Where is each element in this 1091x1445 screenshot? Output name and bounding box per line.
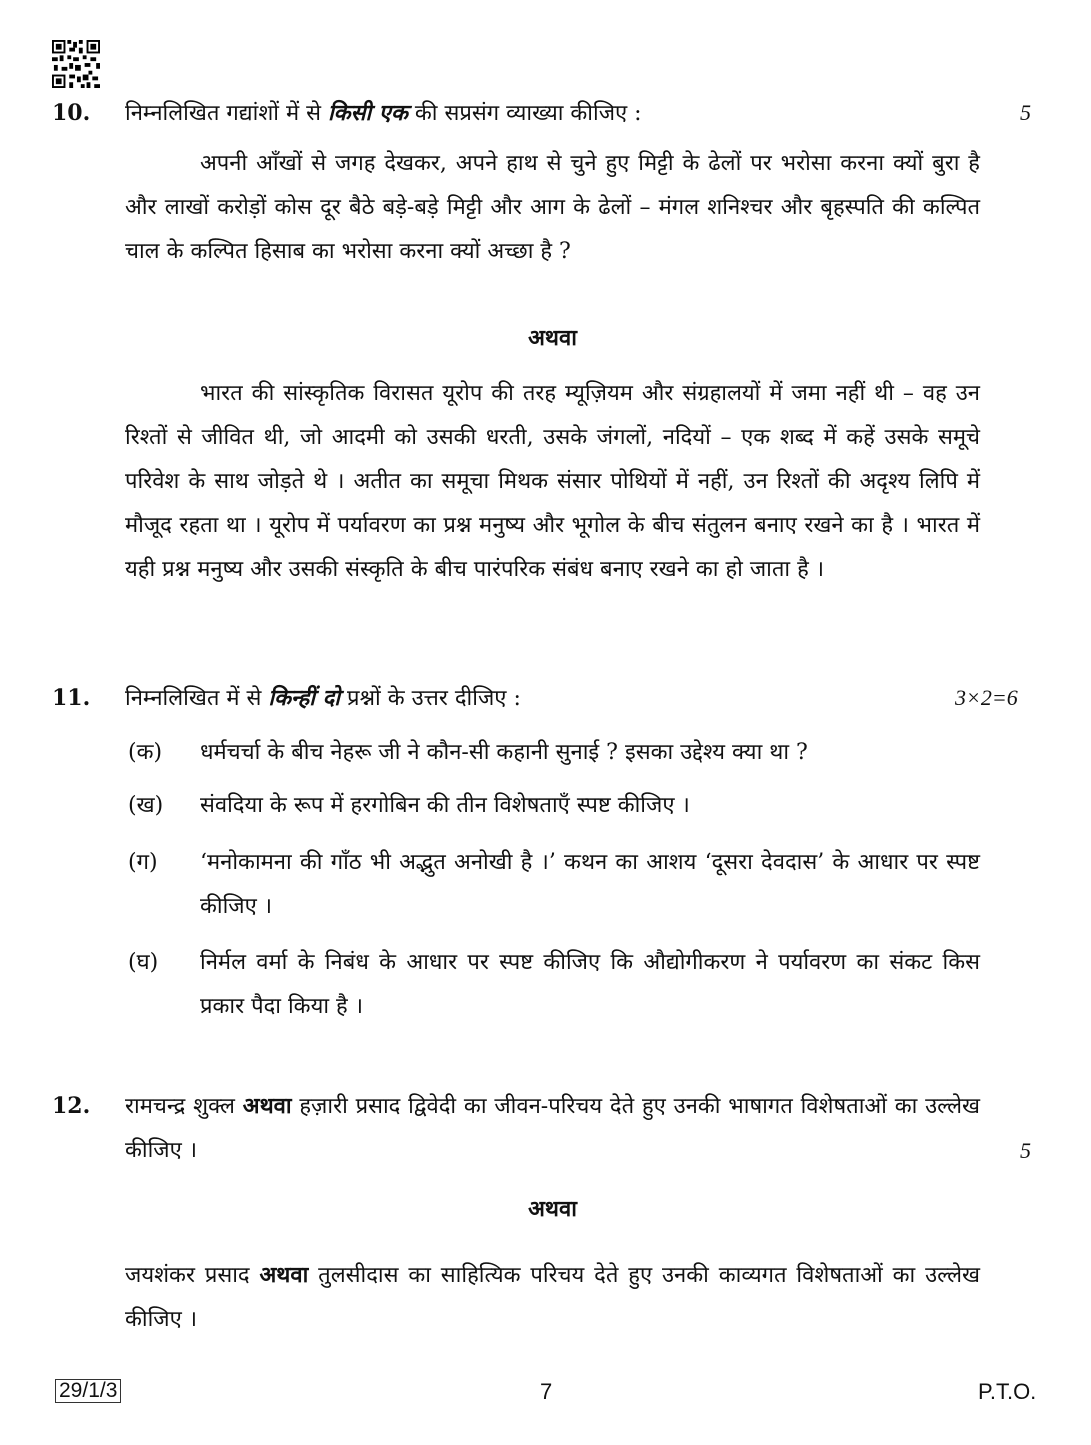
- option-text: संवदिया के रूप में हरगोबिन की तीन विशेषताएँ स्पष्ट कीजिए ।: [200, 793, 690, 818]
- question-number: 12.: [52, 1093, 91, 1119]
- question-text-part: रामचन्द्र शुक्ल: [125, 1094, 243, 1119]
- option-label: (क): [128, 740, 163, 765]
- option-label: (ग): [128, 850, 158, 875]
- question-instruction: [125, 685, 521, 712]
- instruction-emphasis: किसी एक: [327, 100, 408, 126]
- option-label: (ख): [128, 793, 164, 818]
- question-instruction: [125, 100, 642, 127]
- option-text: निर्मल वर्मा के निबंध के आधार पर स्पष्ट कीजिए कि औद्योगीकरण ने पर्यावरण का संकट किस प्रकार पैदा किया है ।: [200, 950, 980, 1019]
- marks: 5: [1020, 1138, 1031, 1163]
- question-text-part: जयशंकर प्रसाद: [125, 1263, 260, 1288]
- passage: अपनी आँखों से जगह देखकर, अपने हाथ से चुने हुए मिट्टी के ढेलों पर भरोसा करना क्यों बुरा है और लाखों करोड़ों कोस दूर बैठे बड़े-बड़े मिट्टी और आग के ढेलों – मंगल शनिश्चर और बृहस्पति की कल्पित चाल के कल्पित हिसाब का भरोसा करना क्यों अच्छा है ?: [125, 151, 980, 264]
- question-number: 11.: [52, 685, 91, 711]
- instruction-text: निम्नलिखित गद्यांशों में से: [125, 101, 328, 126]
- instruction-text: प्रश्नों के उत्तर दीजिए :: [339, 686, 521, 711]
- passage: भारत की सांस्कृतिक विरासत यूरोप की तरह म्यूज़ियम और संग्रहालयों में जमा नहीं थी – वह उन रिश्तों से जीवित थी, जो आदमी को उसकी धरती, उसके जंगलों, नदियों – एक शब्द में कहें उसके समूचे परिवेश के साथ जोड़ते थे । अतीत का समूचा मिथक संसार पोथियों में नहीं, उन रिश्तों की अदृश्य लिपि में मौजूद रहता था । यूरोप में पर्यावरण का प्रश्न मनुष्य और भूगोल के बीच संतुलन बनाए रखने का है । भारत में यही प्रश्न मनुष्य और उसकी संस्कृति के बीच पारंपरिक संबंध बनाए रखने का हो जाता है ।: [125, 381, 980, 582]
- instruction-emphasis: किन्हीं दो: [268, 685, 340, 711]
- question-text-part: हज़ारी प्रसाद द्विवेदी का जीवन-परिचय देते हुए उनकी भाषागत विशेषताओं का उल्लेख कीजिए ।: [125, 1094, 980, 1163]
- question-number: 10.: [52, 100, 91, 126]
- or-inline: अथवा: [242, 1093, 292, 1119]
- option-text: ‘मनोकामना की गाँठ भी अद्भुत अनोखी है ।’ कथन का आशय ‘दूसरा देवदास’ के आधार पर स्पष्ट कीजिए ।: [200, 850, 980, 919]
- marks: 3×2=6: [955, 685, 1018, 710]
- option-text: धर्मचर्चा के बीच नेहरू जी ने कौन-सी कहानी सुनाई ? इसका उद्देश्य क्या था ?: [200, 740, 808, 765]
- or-inline: अथवा: [259, 1262, 309, 1288]
- option-label: (घ): [128, 950, 159, 975]
- paper-code: 29/1/3: [55, 1379, 121, 1403]
- pto-label: P.T.O.: [978, 1379, 1037, 1404]
- marks: 5: [1020, 100, 1031, 125]
- instruction-text: निम्नलिखित में से: [125, 686, 269, 711]
- or-divider: अथवा: [528, 1196, 577, 1222]
- question-text: [125, 1084, 980, 1173]
- or-divider: अथवा: [528, 325, 577, 351]
- page-number: 7: [540, 1379, 553, 1404]
- question-text: [125, 1253, 980, 1342]
- instruction-text: की सप्रसंग व्याख्या कीजिए :: [407, 101, 642, 126]
- question-text-part: तुलसीदास का साहित्यिक परिचय देते हुए उनकी काव्यगत विशेषताओं का उल्लेख कीजिए ।: [125, 1263, 981, 1332]
- qr-code-icon: [52, 40, 100, 88]
